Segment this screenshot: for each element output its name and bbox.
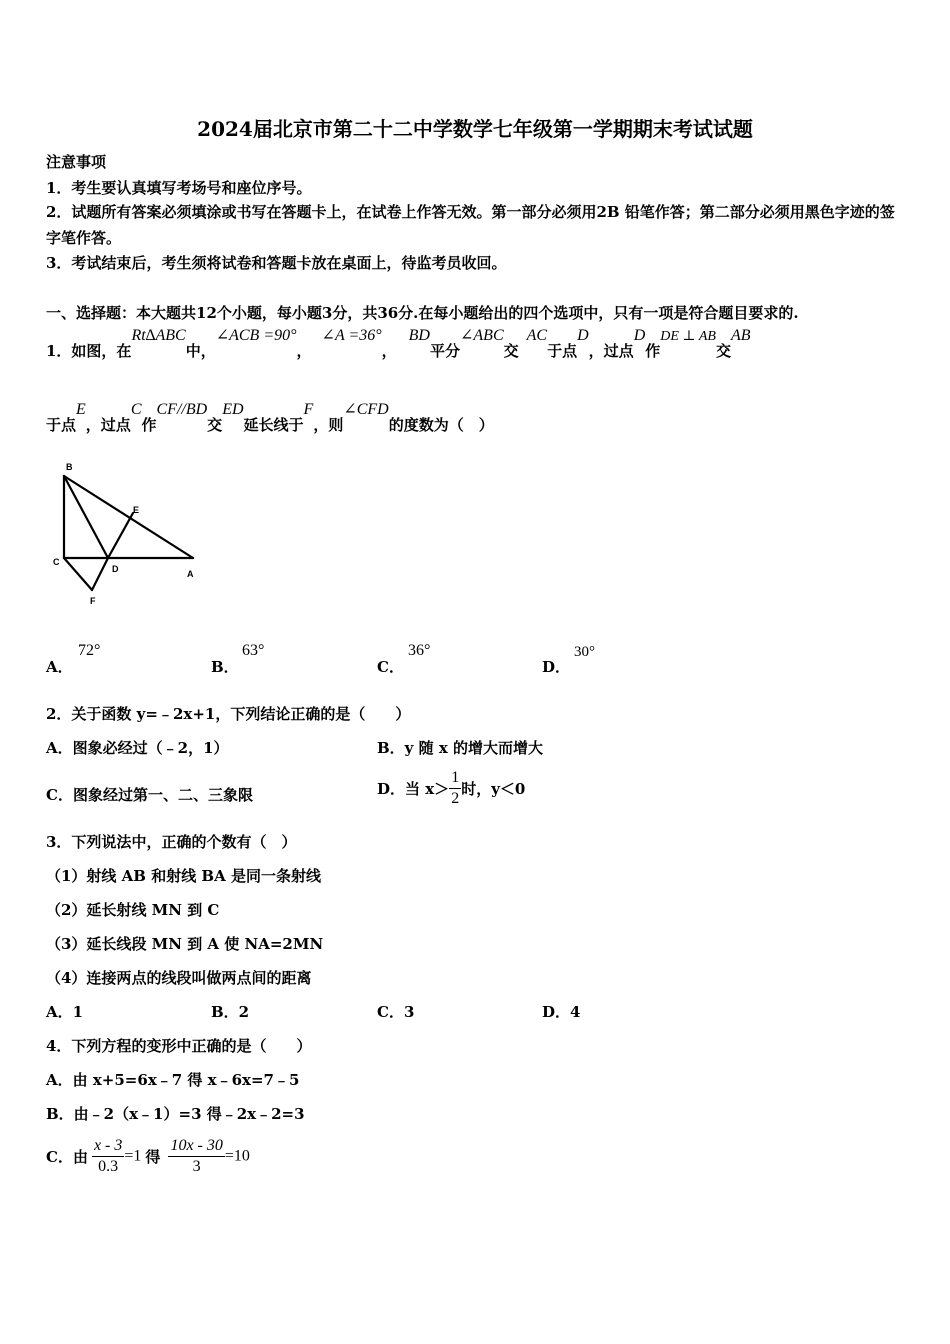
q1-text: 1．如图，在 bbox=[46, 342, 132, 360]
q1-math: ED bbox=[222, 401, 244, 418]
fraction-one-half bbox=[449, 768, 461, 809]
q1-math: ∠ABC bbox=[460, 327, 504, 344]
page-title: 2024届北京市第二十二中学数学七年级第一学期期末考试试题 bbox=[197, 117, 753, 141]
label-b: B bbox=[66, 462, 73, 472]
q3-option-a[interactable]: A．1 bbox=[46, 1003, 84, 1021]
q2-option-b[interactable]: B．y 随 x 的增大而增大 bbox=[377, 739, 544, 757]
q1-math: E bbox=[76, 401, 86, 418]
q1-text: 平分 bbox=[429, 342, 460, 360]
notice-item-1: 1．考生要认真填写考场号和座位序号。 bbox=[46, 179, 312, 197]
q1-math: Rt∆ABC bbox=[131, 327, 186, 344]
label-f: F bbox=[90, 596, 96, 606]
q1-option-a-label[interactable]: A． bbox=[46, 658, 73, 676]
q1-math: DE ⊥ AB bbox=[660, 329, 716, 344]
section-heading: 一、选择题：本大题共12个小题，每小题3分，共36分.在每小题给出的四个选项中，只有一项是符合题目要求的. bbox=[46, 304, 799, 322]
q1-text: 交 bbox=[715, 342, 731, 360]
q1-text: 作 bbox=[141, 416, 157, 434]
notice-heading: 注意事项 bbox=[46, 153, 107, 171]
q2-option-d-suffix: 时，y＜0 bbox=[461, 780, 526, 798]
q1-text: ，则 bbox=[313, 416, 344, 434]
q1-math: ∠A =36° bbox=[321, 327, 382, 344]
q1-text: 的度数为（ ） bbox=[388, 416, 494, 434]
equals-ten: =10 bbox=[224, 1147, 250, 1165]
fraction-denominator: 0.3 bbox=[98, 1158, 119, 1175]
label-e: E bbox=[133, 505, 140, 515]
question-2-stem: 2．关于函数 y=﹣2x+1，下列结论正确的是（ ） bbox=[46, 705, 411, 723]
q1-text: 中， bbox=[185, 342, 216, 360]
q1-text: ， bbox=[296, 342, 312, 360]
q1-math: ∠ACB =90° bbox=[215, 327, 297, 344]
q1-math: D bbox=[633, 327, 646, 344]
label-a: A bbox=[187, 569, 194, 579]
notice-item-3: 3．考试结束后，考生须将试卷和答题卡放在桌面上，待监考员收回。 bbox=[46, 254, 507, 272]
q1-option-a-value: 72° bbox=[78, 642, 101, 659]
q4-option-c-mid: 得 bbox=[145, 1148, 161, 1166]
q1-text: 作 bbox=[645, 342, 661, 360]
side-ba bbox=[64, 476, 193, 558]
q2-option-d-prefix: D．当 x＞ bbox=[377, 780, 450, 798]
label-c: C bbox=[53, 557, 60, 567]
triangle-figure bbox=[50, 460, 210, 610]
question-1-line-1 bbox=[46, 328, 751, 368]
q3-statement-2: （2）延长射线 MN 到 C bbox=[46, 901, 220, 919]
q3-option-c[interactable]: C．3 bbox=[377, 1003, 415, 1021]
q1-text: 交 bbox=[503, 342, 519, 360]
q1-option-b-label[interactable]: B． bbox=[211, 658, 239, 676]
fraction-numerator: x - 3 bbox=[92, 1136, 124, 1157]
fraction-denominator: 2 bbox=[451, 790, 460, 807]
q1-text: 延长线于 bbox=[243, 416, 304, 434]
q3-option-d[interactable]: D．4 bbox=[542, 1003, 581, 1021]
q4-option-b[interactable]: B．由﹣2（x﹣1）=3 得﹣2x﹣2=3 bbox=[46, 1105, 305, 1123]
question-3-stem: 3．下列说法中，正确的个数有（ ） bbox=[46, 833, 297, 851]
q1-text: 于点 bbox=[46, 416, 77, 434]
q1-option-b-value: 63° bbox=[242, 642, 265, 659]
q1-text: ， bbox=[381, 342, 397, 360]
fraction-right bbox=[168, 1136, 224, 1177]
q4-option-c[interactable] bbox=[46, 1136, 250, 1184]
q1-math: BD bbox=[408, 327, 430, 344]
fraction-numerator: 10x - 30 bbox=[168, 1136, 224, 1157]
q3-statement-4: （4）连接两点的线段叫做两点间的距离 bbox=[46, 969, 312, 987]
q1-text: 交 bbox=[207, 416, 223, 434]
fraction-numerator: 1 bbox=[449, 768, 461, 789]
q4-option-c-prefix: C．由 bbox=[46, 1148, 88, 1166]
q1-option-c-label[interactable]: C． bbox=[377, 658, 404, 676]
fraction-denominator: 3 bbox=[192, 1158, 201, 1175]
q1-option-d-label[interactable]: D． bbox=[542, 658, 571, 676]
q1-text: ，过点 bbox=[85, 416, 131, 434]
q1-text: ，过点 bbox=[588, 342, 634, 360]
q3-option-b[interactable]: B．2 bbox=[211, 1003, 250, 1021]
label-d: D bbox=[112, 564, 119, 574]
notice-item-2: 2．试题所有答案必须填涂或书写在答题卡上，在试卷上作答无效。第一部分必须用2B 铅笔作答；第二部分必须用黑色字迹的签字笔作答。 bbox=[46, 203, 895, 247]
q1-math: CF//BD bbox=[156, 401, 208, 418]
q1-math: C bbox=[130, 401, 142, 418]
segment-df bbox=[92, 558, 108, 590]
q3-statement-3: （3）延长线段 MN 到 A 使 NA=2MN bbox=[46, 935, 324, 953]
question-4-stem: 4．下列方程的变形中正确的是（ ） bbox=[46, 1037, 312, 1055]
q2-option-c[interactable]: C．图象经过第一、二、三象限 bbox=[46, 786, 253, 804]
q1-option-c-value: 36° bbox=[408, 642, 431, 659]
q2-option-d[interactable] bbox=[377, 768, 525, 818]
segment-de bbox=[108, 513, 133, 558]
question-1-line-2 bbox=[46, 402, 494, 442]
q1-math: ∠CFD bbox=[343, 401, 389, 418]
q1-math: F bbox=[303, 401, 314, 418]
fraction-left bbox=[92, 1136, 124, 1177]
equals-one: =1 bbox=[124, 1147, 142, 1165]
segment-cf bbox=[64, 558, 92, 590]
q4-option-a[interactable]: A．由 x+5=6x﹣7 得 x﹣6x=7﹣5 bbox=[46, 1071, 300, 1089]
q1-math: AB bbox=[730, 327, 751, 344]
q1-math: AC bbox=[526, 327, 548, 344]
segment-bd bbox=[64, 476, 108, 558]
q2-option-a[interactable]: A．图象必经过（﹣2，1） bbox=[46, 739, 229, 757]
q3-statement-1: （1）射线 AB 和射线 BA 是同一条射线 bbox=[46, 867, 321, 885]
q1-option-d-value: 30° bbox=[574, 644, 595, 660]
q1-math: D bbox=[577, 327, 589, 344]
q1-text: 于点 bbox=[547, 342, 578, 360]
